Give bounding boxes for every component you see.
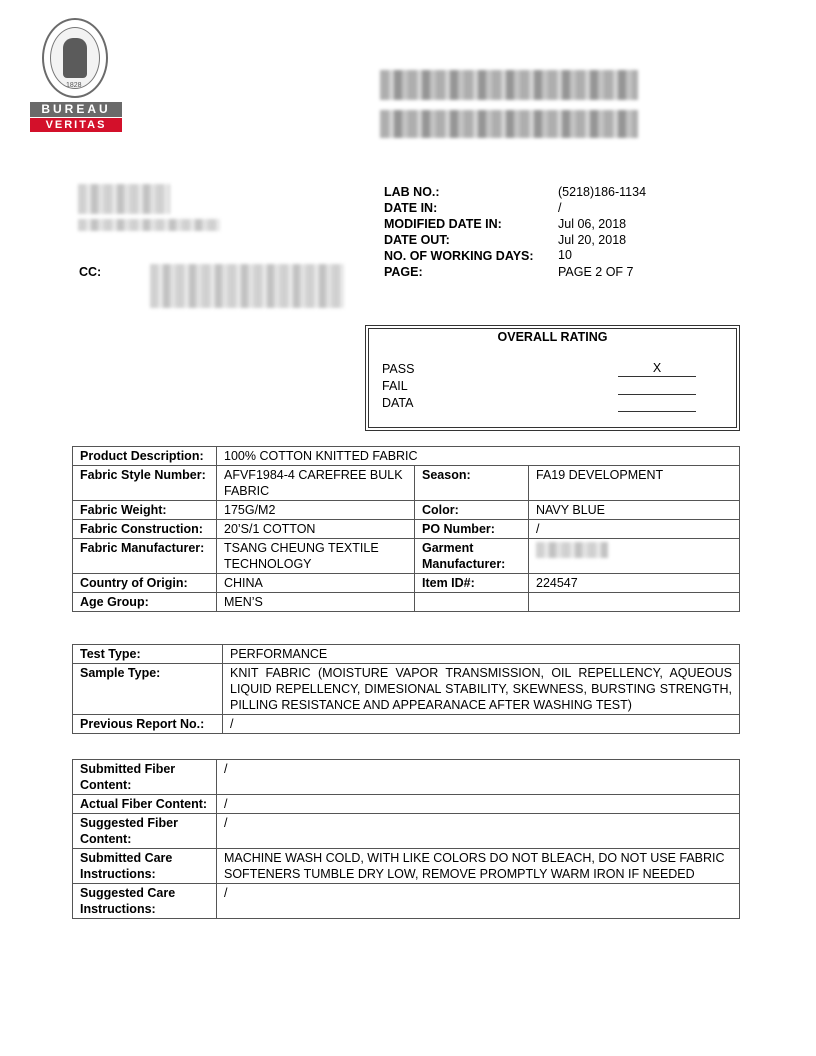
- table-row: [73, 593, 740, 612]
- previous-report-label: Previous Report No.:: [73, 715, 223, 734]
- color-value: NAVY BLUE: [529, 501, 740, 520]
- table-row: [73, 520, 740, 539]
- logo-year: 1828: [66, 82, 82, 89]
- fabric-weight-value: 175G/M2: [217, 501, 415, 520]
- submitted-fiber-label: Submitted Fiber Content:: [73, 760, 217, 795]
- cc-label: CC:: [79, 265, 102, 279]
- redacted-client-name: [78, 184, 170, 214]
- table-row: [73, 466, 740, 501]
- season-label: Season:: [415, 466, 529, 501]
- fabric-construction-value: 20’S/1 COTTON: [217, 520, 415, 539]
- redacted-lab-name: [380, 70, 638, 100]
- test-type-label: Test Type:: [73, 645, 223, 664]
- fabric-style-label: Fabric Style Number:: [73, 466, 217, 501]
- rating-pass-mark: X: [618, 361, 696, 377]
- logo-figure-icon: [63, 38, 87, 78]
- suggested-care-value: /: [217, 884, 740, 919]
- fabric-weight-label: Fabric Weight:: [73, 501, 217, 520]
- date-in-value: /: [558, 201, 562, 215]
- product-description-label: Product Description:: [73, 447, 217, 466]
- item-id-label: Item ID#:: [415, 574, 529, 593]
- table-row: [73, 664, 740, 715]
- submitted-care-label: Submitted Care Instructions:: [73, 849, 217, 884]
- page-value: PAGE 2 OF 7: [558, 265, 634, 279]
- working-days-value: 10: [558, 248, 572, 262]
- table-row: [73, 884, 740, 919]
- working-days-label: NO. OF WORKING DAYS:: [384, 249, 534, 263]
- date-in-label: DATE IN:: [384, 201, 438, 215]
- table-row: [73, 539, 740, 574]
- fabric-construction-label: Fabric Construction:: [73, 520, 217, 539]
- product-info-table: [72, 446, 740, 612]
- po-number-value: /: [529, 520, 740, 539]
- product-description-value: 100% COTTON KNITTED FABRIC: [217, 447, 740, 466]
- fiber-care-table: [72, 759, 740, 919]
- table-row: [73, 574, 740, 593]
- modified-date-in-label: MODIFIED DATE IN:: [384, 217, 502, 231]
- table-row: [73, 849, 740, 884]
- fabric-manufacturer-label: Fabric Manufacturer:: [73, 539, 217, 574]
- suggested-fiber-label: Suggested Fiber Content:: [73, 814, 217, 849]
- po-number-label: PO Number:: [415, 520, 529, 539]
- rating-pass-label: PASS: [382, 362, 415, 376]
- redacted-client-address: [78, 219, 220, 231]
- country-label: Country of Origin:: [73, 574, 217, 593]
- lab-no-value: (5218)186-1134: [558, 185, 647, 199]
- table-row: [73, 501, 740, 520]
- submitted-care-value: MACHINE WASH COLD, WITH LIKE COLORS DO NOT BLEACH, DO NOT USE FABRIC SOFTENERS TUMBLE DRY LOW, REMOVE PROMPTLY WARM IRON IF NEEDED: [217, 849, 740, 884]
- suggested-care-label: Suggested Care Instructions:: [73, 884, 217, 919]
- redacted-cc-recipient: [150, 264, 344, 308]
- table-row: [73, 795, 740, 814]
- overall-rating-box: [365, 325, 740, 431]
- rating-data-label: DATA: [382, 396, 414, 410]
- previous-report-value: /: [223, 715, 740, 734]
- date-out-value: Jul 20, 2018: [558, 233, 627, 247]
- garment-manufacturer-value: [529, 539, 740, 574]
- logo-text-veritas: VERITAS: [30, 118, 122, 132]
- modified-date-in-value: Jul 06, 2018: [558, 217, 627, 231]
- season-value: FA19 DEVELOPMENT: [529, 466, 740, 501]
- sample-type-value: KNIT FABRIC (MOISTURE VAPOR TRANSMISSION, OIL REPELLENCY, AQUEOUS LIQUID REPELLENCY, DIMESIONAL STABILITY, SKEWNESS, BURSTING STRENGTH, PILLING RESISTANCE AND APPEARANACE AFTER WASHING TEST): [223, 664, 740, 715]
- table-row: [73, 760, 740, 795]
- redacted-garment-manufacturer: [536, 542, 608, 558]
- bureau-veritas-logo: [30, 18, 122, 132]
- lab-no-label: LAB NO.:: [384, 185, 440, 199]
- actual-fiber-value: /: [217, 795, 740, 814]
- redacted-lab-subtitle: [380, 110, 638, 138]
- age-group-value: MEN’S: [217, 593, 415, 612]
- submitted-fiber-value: /: [217, 760, 740, 795]
- rating-fail-mark: [618, 379, 696, 395]
- rating-fail-label: FAIL: [382, 379, 408, 393]
- country-value: CHINA: [217, 574, 415, 593]
- table-row: [73, 814, 740, 849]
- table-row: [73, 645, 740, 664]
- garment-manufacturer-label: Garment Manufacturer:: [415, 539, 529, 574]
- color-label: Color:: [415, 501, 529, 520]
- actual-fiber-label: Actual Fiber Content:: [73, 795, 217, 814]
- rating-data-mark: [618, 396, 696, 412]
- suggested-fiber-value: /: [217, 814, 740, 849]
- table-row: [73, 447, 740, 466]
- page-label: PAGE:: [384, 265, 423, 279]
- fabric-style-value: AFVF1984-4 CAREFREE BULK FABRIC: [217, 466, 415, 501]
- age-group-label: Age Group:: [73, 593, 217, 612]
- fabric-manufacturer-value: TSANG CHEUNG TEXTILE TECHNOLOGY: [217, 539, 415, 574]
- date-out-label: DATE OUT:: [384, 233, 450, 247]
- test-info-table: [72, 644, 740, 734]
- test-type-value: PERFORMANCE: [223, 645, 740, 664]
- overall-rating-title: OVERALL RATING: [497, 330, 608, 344]
- sample-type-label: Sample Type:: [73, 664, 223, 715]
- logo-text-bureau: BUREAU: [30, 102, 122, 117]
- table-row: [73, 715, 740, 734]
- item-id-value: 224547: [529, 574, 740, 593]
